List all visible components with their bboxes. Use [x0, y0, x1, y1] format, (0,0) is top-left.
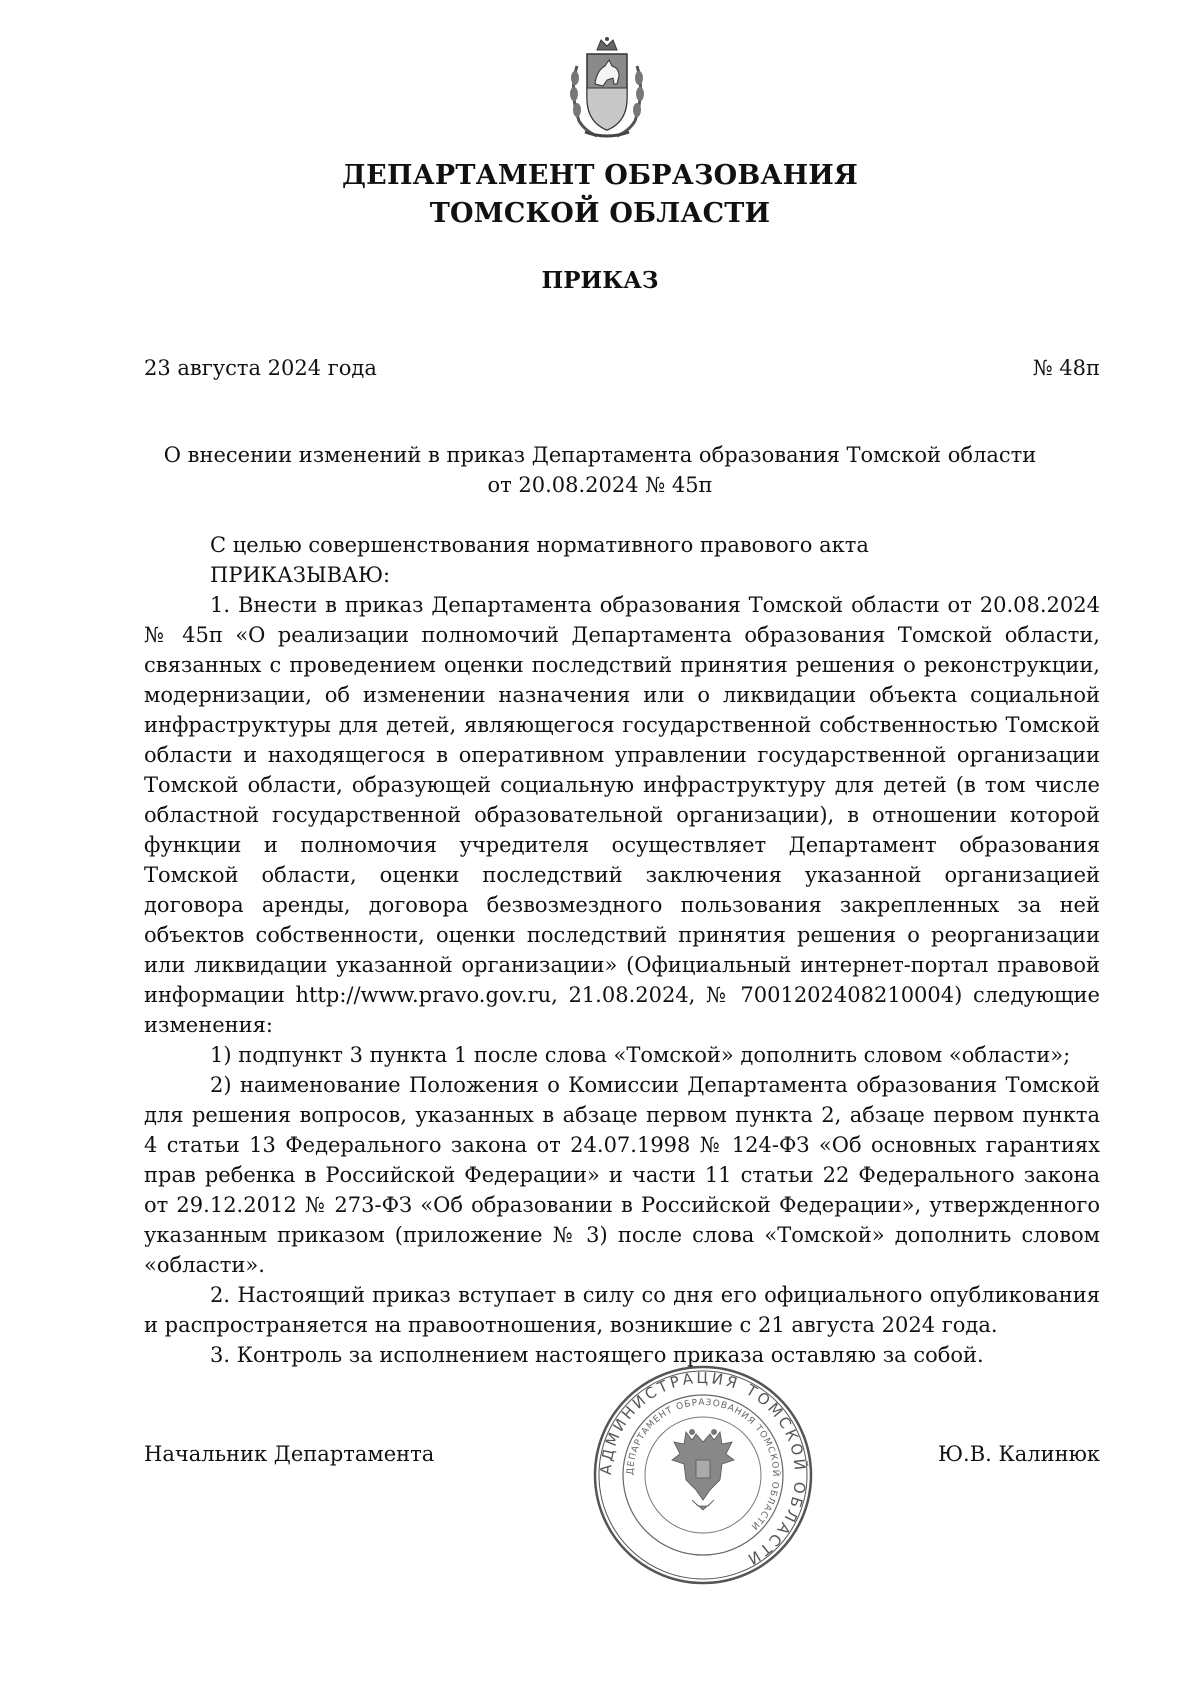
signatory-position: Начальник Департамента	[144, 1442, 435, 1466]
order-directive-word: ПРИКАЗЫВАЮ:	[210, 563, 391, 587]
order-date: 23 августа 2024 года	[144, 356, 377, 380]
order-item-1: 1. Внести в приказ Департамента образования Томской области от 20.08.2024 № 45п «О реализации полномочий Департамента образования Томской области, связанных с проведением оценки последствий принятия решения о реконструкции, модернизации, об изменении назначения или о ликвидации объекта социальной инфраструктуры для детей, являющегося государственной собственностью Томской области и находящегося в оперативном управлении государственной организации Томской области, образующей социальную инфраструктуру для детей (в том числе областной государственной образовательной организации), в отношении которой функции и полномочия учредителя осуществляет Департамент образования Томской области, оценки последствий заключения указанной организацией договора аренды, договора безвозмездного пользования закрепленных за ней объектов собственности, оценки последствий принятия решения о реорганизации или ликвидации указанной организации» (Официальный интернет-портал правовой информации http://www.pravo.gov.ru, 21.08.2024, № 7001202408210004) следующие изменения:	[144, 593, 1100, 1037]
seal-inner-text: ДЕПАРТАМЕНТ ОБРАЗОВАНИЯ ТОМСКОЙ ОБЛАСТИ	[625, 1397, 781, 1532]
order-body	[144, 530, 1100, 1370]
tomsk-oblast-coat-of-arms-icon	[567, 36, 647, 140]
official-round-seal-icon	[588, 1360, 818, 1590]
signatory-name: Ю.В. Калинюк	[937, 1442, 1100, 1466]
order-item-2: 2. Настоящий приказ вступает в силу со дня его официального опубликования и распространяется на правоотношения, возникшие с 21 августа 2024 года.	[144, 1283, 1100, 1337]
order-subject-line1: О внесении изменений в приказ Департамента образования Томской области	[163, 443, 1037, 467]
department-title-line1: ДЕПАРТАМЕНТ ОБРАЗОВАНИЯ	[341, 160, 859, 191]
order-item-3: 3. Контроль за исполнением настоящего приказа оставляю за собой.	[210, 1343, 984, 1367]
order-number: № 48п	[1032, 356, 1100, 380]
order-subitem-2: 2) наименование Положения о Комиссии Департамента образования Томской для решения вопросов, указанных в абзаце первом пункта 2, абзаце первом пункта 4 статьи 13 Федерального закона от 24.07.1998 № 124-ФЗ «Об основных гарантиях прав ребенка в Российской Федерации» и части 11 статьи 22 Федерального закона от 29.12.2012 № 273-ФЗ «Об образовании в Российской Федерации», утвержденного указанным приказом (приложение № 3) после слова «Томской» дополнить словом «области».	[144, 1073, 1100, 1277]
document-type-heading: ПРИКАЗ	[541, 267, 659, 294]
order-preamble: С целью совершенствования нормативного правового акта	[210, 533, 869, 557]
order-subject-line2: от 20.08.2024 № 45п	[487, 473, 713, 497]
order-subitem-1: 1) подпункт 3 пункта 1 после слова «Томской» дополнить словом «области»;	[210, 1043, 1071, 1067]
seal-outer-text: АДМИНИСТРАЦИЯ ТОМСКОЙ ОБЛАСТИ	[596, 1368, 810, 1570]
department-title-line2: ТОМСКОЙ ОБЛАСТИ	[429, 198, 771, 229]
